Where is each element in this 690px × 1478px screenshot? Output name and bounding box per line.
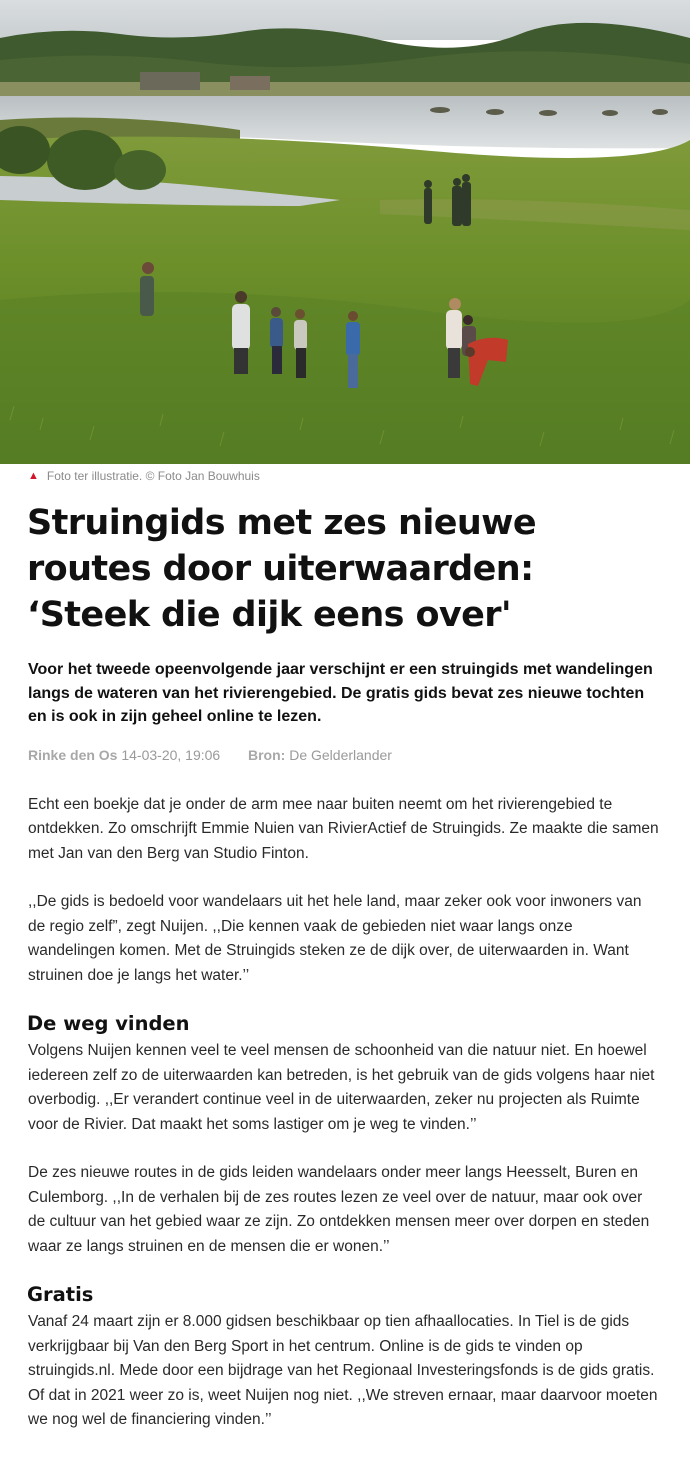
article-intro: Voor het tweede opeenvolgende jaar verschijnt er een struingids met wandelingen langs de wateren van het rivierengebied. De gratis gids bevat zes nieuwe tochten en is ook in zijn geheel online te lezen. <box>28 661 653 725</box>
article-headline: Struingids met zes nieuwe routes door uiterwaarden: ‘Steek die dijk eens over' <box>27 503 537 635</box>
author-name[interactable]: Rinke den Os <box>28 746 118 763</box>
body-paragraph: Volgens Nuijen kennen veel te veel mensen de schoonheid van die natuur niet. En hoewel iedereen zelf zo de uiterwaarden kan betreden, is het gebruik van de gids volgens haar niet overbodig. ,,Er verandert continue veel in de uiterwaarden, zeker nu projecten als Ruimte voor de Rivier. Dat maakt het soms lastiger om je weg te vinden.’’ <box>28 1042 655 1133</box>
photo-caption <box>0 464 690 488</box>
photo-caption-text: Foto ter illustratie. © Foto Jan Bouwhuis <box>46 469 260 483</box>
subheading: Gratis <box>27 1283 94 1306</box>
subheading: De weg vinden <box>27 1012 190 1035</box>
publish-date: 14-03-20, 19:06 <box>121 746 221 763</box>
body-paragraph: Vanaf 24 maart zijn er 8.000 gidsen beschikbaar op tien afhaallocaties. In Tiel is de gids verkrijgbaar bij Van den Berg Sport in het centrum. Online is de gids te vinden op struingids.nl. Mede door een bijdrage van het Regionaal Investeringsfonds is de gids gratis. Of dat in 2021 weer zo is, weet Nuijen nog niet. ,,We streven ernaar, maar daarvoor moeten we nog wel de financiering vinden.’’ <box>28 1313 658 1428</box>
source-name: De Gelderlander <box>289 746 392 763</box>
landscape-photo-icon <box>0 0 690 464</box>
hero-photo <box>0 0 690 464</box>
body-paragraph: Echt een boekje dat je onder de arm mee naar buiten neemt om het rivierengebied te ontdekken. Zo omschrijft Emmie Nuien van RivierActief de Struingids. Ze maakte die samen met Jan van den Berg van Studio Finton. <box>28 795 659 862</box>
body-paragraph: De zes nieuwe routes in de gids leiden wandelaars onder meer langs Heesselt, Buren en Culemborg. ,,In de verhalen bij de zes routes lezen ze veel over de natuur, maar ook over de cultuur van het gebied waar ze zijn. Zo ontdekken mensen meer over dorpen en steden waar ze langs struinen en de mensen die er wonen.’’ <box>28 1164 650 1255</box>
source-label: Bron: <box>248 746 286 763</box>
body-paragraph: ,,De gids is bedoeld voor wandelaars uit het hele land, maar zeker ook voor inwoners van de regio zelf”, zegt Nuijen. ,,Die kennen vaak de gebieden niet waar langs onze wandelingen komen. Met de Struingids steken ze de dijk over, de uiterwaarden in. Want struinen doe je langs het water.’’ <box>28 893 642 984</box>
caret-up-icon: ▲ <box>28 470 39 482</box>
article-meta <box>28 747 662 763</box>
